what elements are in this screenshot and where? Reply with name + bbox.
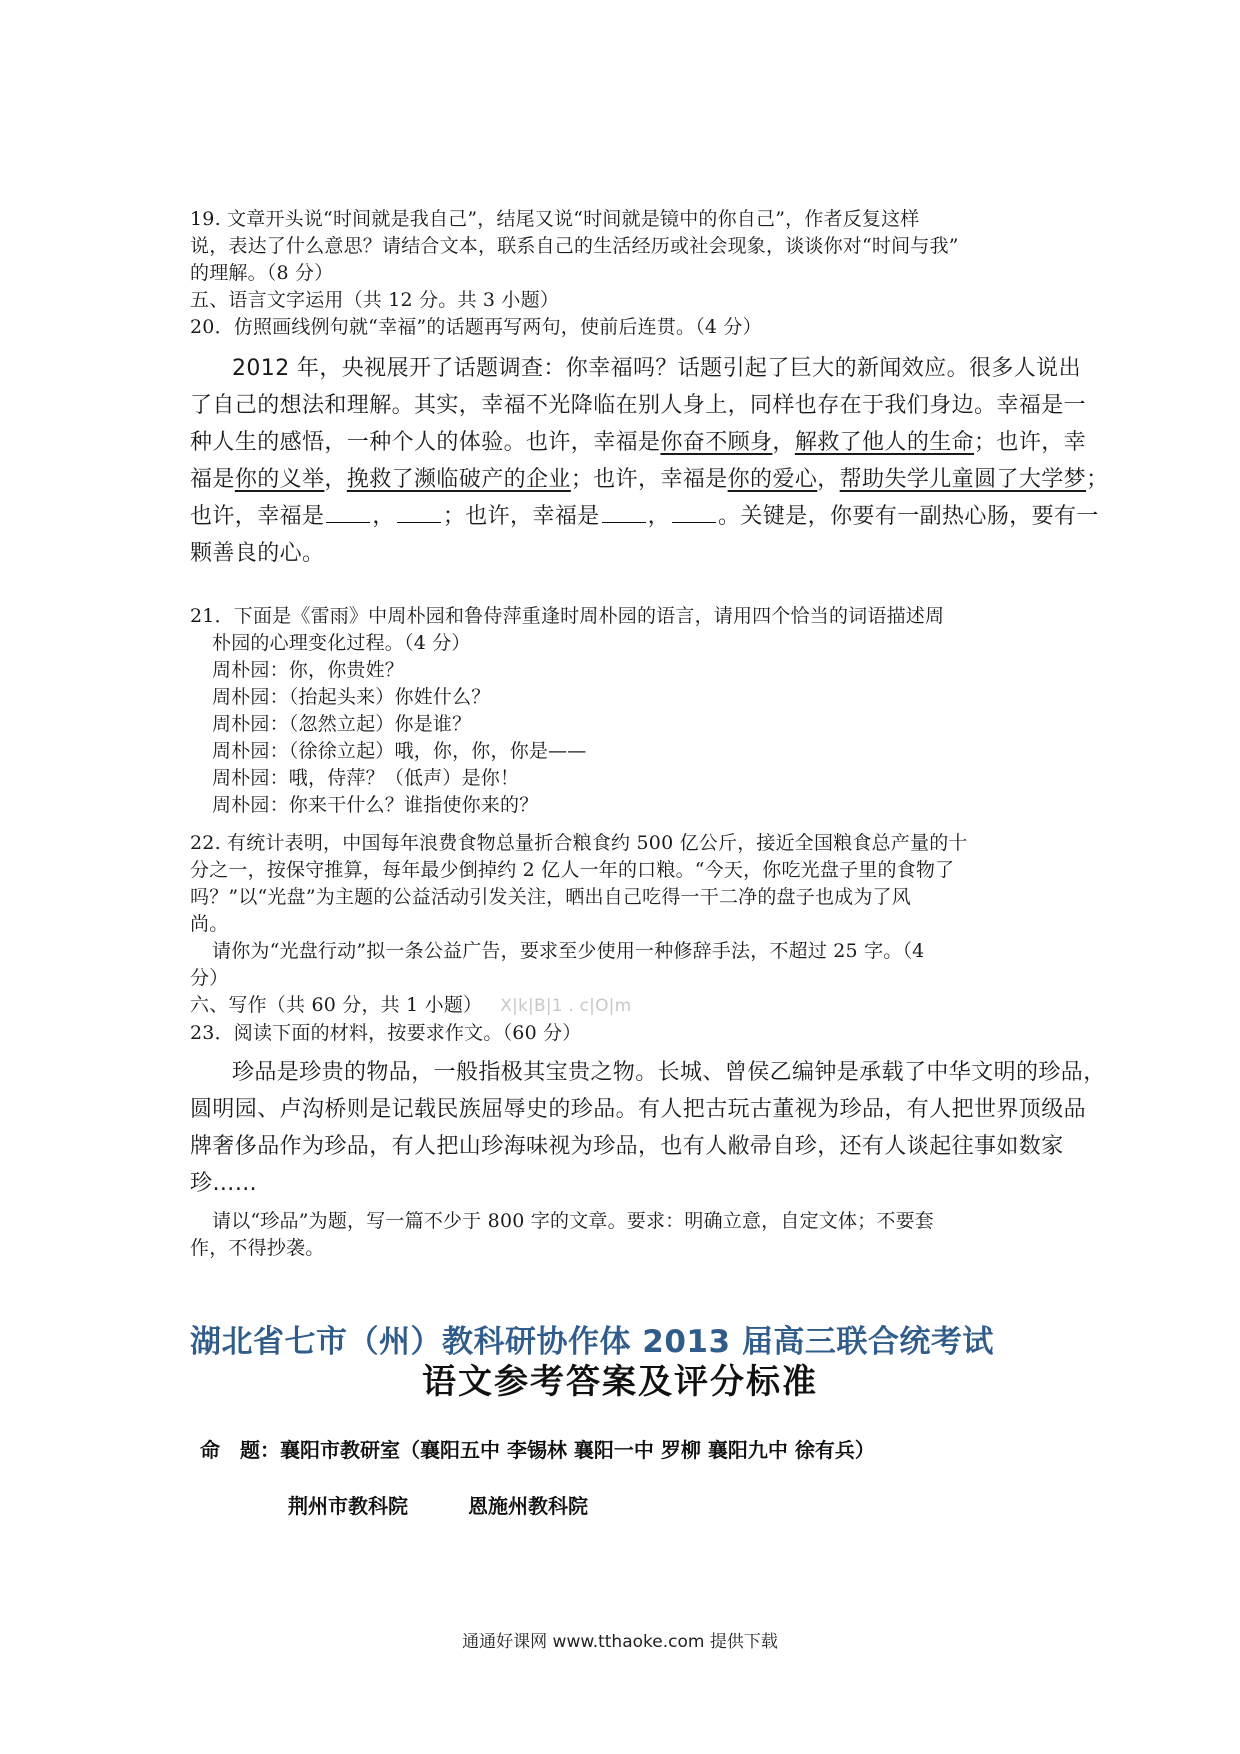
page-footer: 通通好课网 www.tthaoke.com 提供下载 xyxy=(462,1632,778,1652)
underlined-example: 挽救了濒临破产的企业 xyxy=(346,467,571,492)
watermark: X|k|B|1 . c|O|m xyxy=(500,996,632,1016)
text: ；也许，幸福是 xyxy=(442,504,600,529)
q22-line-3: 吗？”以“光盘”为主题的公益活动引发关注，晒出自己吃得一干二净的盘子也成为了风 xyxy=(190,886,911,908)
text: 福是 xyxy=(190,467,235,492)
dialogue-line: 周朴园：（徐徐立起）哦，你，你，你是—— xyxy=(212,740,587,762)
q20-passage-line-3 xyxy=(190,424,1087,461)
text: ， xyxy=(817,467,840,492)
section-5-heading: 五、语言文字运用（共 12 分。共 3 小题） xyxy=(190,289,560,311)
q23-requirements xyxy=(190,1208,1060,1262)
question-19 xyxy=(190,206,1060,341)
underlined-example: 你的义举 xyxy=(234,467,325,492)
underlined-example: 你奋不顾身 xyxy=(660,430,773,455)
text: ；也许，幸福是 xyxy=(570,467,728,492)
dialogue-line: 周朴园：（忽然立起）你是谁？ xyxy=(212,713,472,735)
underlined-example: 解救了他人的生命 xyxy=(794,430,975,455)
q23-material-line-2: 圆明园、卢沟桥则是记载民族屈辱史的珍品。有人把古玩古董视为珍品，有人把世界顶级品 xyxy=(190,1097,1087,1122)
answer-blank[interactable] xyxy=(672,504,716,523)
text: 也许，幸福是 xyxy=(190,504,325,529)
answer-key-subtitle: 语文参考答案及评分标准 xyxy=(422,1362,818,1402)
q22-line-1: 22. 有统计表明，中国每年浪费食物总量折合粮食约 500 亿公斤，接近全国粮食总产量的十 xyxy=(190,832,968,854)
text: ； xyxy=(1086,467,1109,492)
answer-blank[interactable] xyxy=(602,504,646,523)
q21-line-1: 21．下面是《雷雨》中周朴园和鲁侍萍重逢时周朴园的语言，请用四个恰当的词语描述周 xyxy=(190,605,945,627)
authors-line-1: 命 题：襄阳市教研室（襄阳五中 李锡林 襄阳一中 罗柳 襄阳九中 徐有兵） xyxy=(200,1438,875,1462)
q22-line-6: 分） xyxy=(190,967,229,989)
dialogue-line: 周朴园：哦，侍萍？（低声）是你！ xyxy=(212,767,520,789)
text: ， xyxy=(324,467,347,492)
q23-material-line-4: 珍…… xyxy=(190,1171,258,1196)
section-6-heading xyxy=(190,992,1060,1020)
dialogue-line: 周朴园：你，你贵姓？ xyxy=(212,659,405,681)
q19-line-3: 的理解。（8 分） xyxy=(190,262,334,284)
question-22 xyxy=(190,830,1060,1047)
underlined-example: 你的爱心 xyxy=(727,467,818,492)
q22-line-2: 分之一，按保守推算，每年最少倒掉约 2 亿人一年的口粮。“今天，你吃光盘子里的食物了 xyxy=(190,859,955,881)
text: ， xyxy=(372,504,395,529)
authors-line-2: 荆州市教科院 恩施州教科院 xyxy=(288,1494,588,1518)
q20-passage-line-5 xyxy=(190,498,1099,535)
q20-passage-line-6: 颗善良的心。 xyxy=(190,541,325,566)
q23-material-line-3: 牌奢侈品作为珍品，有人把山珍海味视为珍品，也有人敝帚自珍，还有人谈起往事如数家 xyxy=(190,1134,1064,1159)
dialogue-line: 周朴园：（抬起头来）你姓什么？ xyxy=(212,686,491,708)
answer-key-title: 湖北省七市（州）教科研协作体 2013 届高三联合统考试 xyxy=(190,1324,994,1360)
dialogue-line: 周朴园：你来干什么？谁指使你来的？ xyxy=(212,794,539,816)
q19-line-2: 说，表达了什么意思？请结合文本，联系自己的生活经历或社会现象，谈谈你对“时间与我” xyxy=(190,235,959,257)
underlined-example: 帮助失学儿童圆了大学梦 xyxy=(839,467,1087,492)
q22-line-5: 请你为“光盘行动”拟一条公益广告，要求至少使用一种修辞手法，不超过 25 字。（4 xyxy=(212,940,925,962)
text: ；也许，幸 xyxy=(974,430,1087,455)
q20-passage-line-1: 2012 年，央视展开了话题调查：你幸福吗？话题引起了巨大的新闻效应。很多人说出 xyxy=(232,356,1081,381)
q23-requirement-line-1: 请以“珍品”为题，写一篇不少于 800 字的文章。要求：明确立意，自定文体；不要套 xyxy=(212,1210,934,1232)
q21-line-2: 朴园的心理变化过程。（4 分） xyxy=(212,632,471,654)
q19-line-1: 19. 文章开头说“时间就是我自己”，结尾又说“时间就是镜中的你自己”，作者反复这样 xyxy=(190,208,920,230)
q23-material xyxy=(190,1054,1106,1202)
text: 六、写作（共 60 分，共 1 小题） xyxy=(190,994,483,1016)
q23-material-line-1: 珍品是珍贵的物品，一般指极其宝贵之物。长城、曾侯乙编钟是承载了中华文明的珍品， xyxy=(232,1060,1106,1085)
text: 种人生的感悟，一种个人的体验。也许，幸福是 xyxy=(190,430,661,455)
q22-line-4: 尚。 xyxy=(190,913,229,935)
q23-requirement-line-2: 作，不得抄袭。 xyxy=(190,1237,325,1259)
answer-blank[interactable] xyxy=(397,504,441,523)
q20-passage-line-4 xyxy=(190,461,1109,498)
q20-passage-line-2: 了自己的想法和理解。其实，幸福不光降临在别人身上，同样也存在于我们身边。幸福是一 xyxy=(190,393,1087,418)
q23-prompt: 23．阅读下面的材料，按要求作文。（60 分） xyxy=(190,1022,582,1044)
q20-passage xyxy=(190,350,1109,572)
q20-prompt: 20．仿照画线例句就“幸福”的话题再写两句，使前后连贯。（4 分） xyxy=(190,316,762,338)
text: ， xyxy=(772,430,795,455)
text: ， xyxy=(647,504,671,529)
question-21 xyxy=(190,603,1060,819)
answer-blank[interactable] xyxy=(326,504,370,523)
text: 。关键是，你要有一副热心肠，要有一 xyxy=(718,504,1099,529)
